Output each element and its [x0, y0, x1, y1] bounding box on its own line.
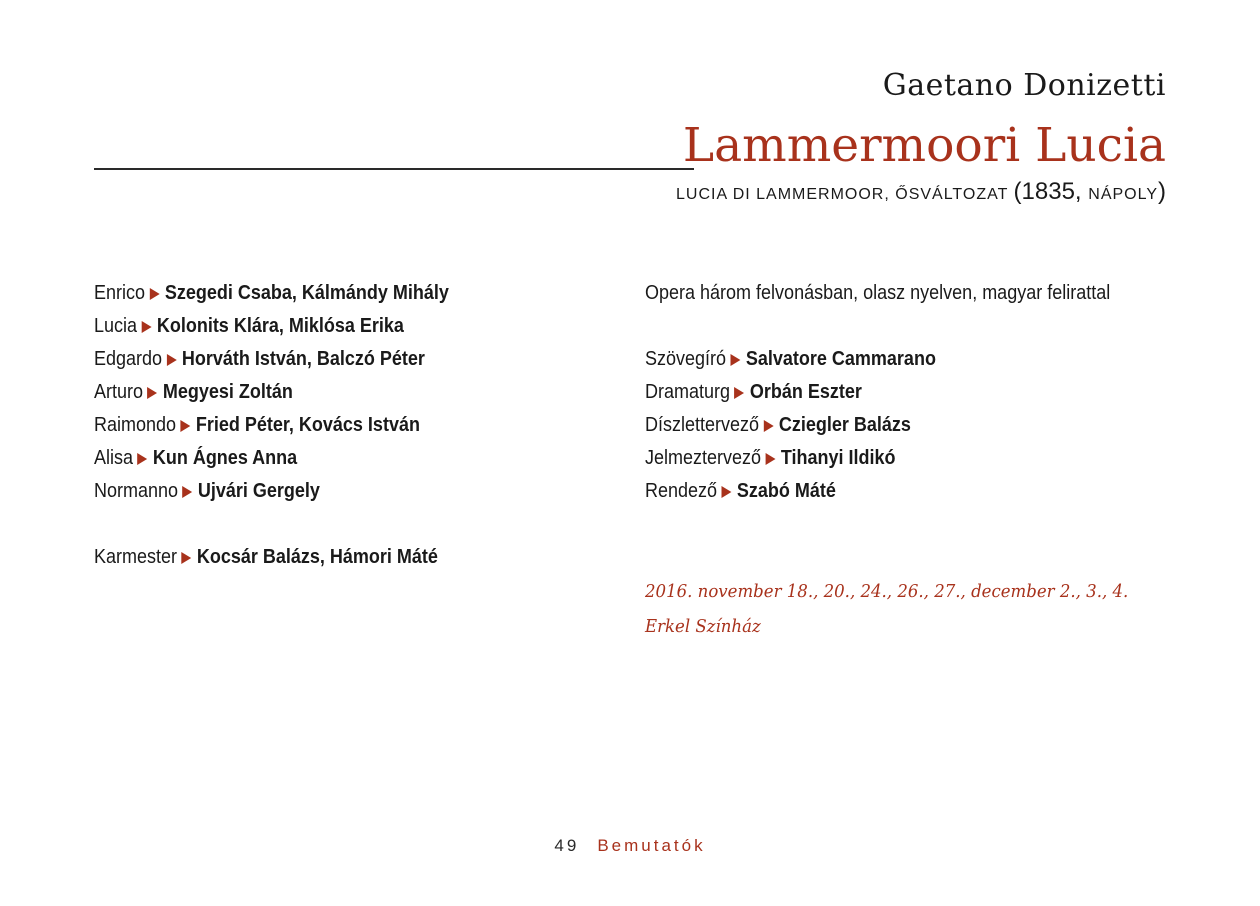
performance-dates: 2016. november 18., 20., 24., 26., 27., december 2., 3., 4. — [645, 581, 1129, 602]
arrow-icon — [167, 354, 177, 366]
cast-row — [94, 475, 449, 508]
opera-title: Lammermoori Lucia — [682, 118, 1166, 173]
composer-name: Gaetano Donizetti — [882, 68, 1166, 103]
credit-names: Tihanyi Ildikó — [780, 447, 896, 469]
arrow-icon — [722, 486, 732, 498]
credit-names: Szabó Máté — [736, 480, 836, 502]
arrow-icon — [183, 486, 193, 498]
arrow-icon — [764, 420, 774, 432]
performer-names: Kocsár Balázs, Hámori Máté — [196, 546, 438, 568]
role-label: Díszlettervező — [645, 414, 760, 436]
arrow-icon — [142, 321, 152, 333]
cast-row — [94, 409, 449, 442]
credit-row — [645, 343, 1118, 376]
performer-names: Kolonits Klára, Miklósa Erika — [156, 315, 404, 337]
performer-names: Horváth István, Balczó Péter — [181, 348, 425, 370]
credit-names: Salvatore Cammarano — [745, 348, 936, 370]
arrow-icon — [182, 552, 192, 564]
role-label: Dramaturg — [645, 381, 731, 403]
credit-row — [645, 409, 1118, 442]
conductor-row — [94, 541, 449, 574]
arrow-icon — [150, 288, 160, 300]
performer-names: Fried Péter, Kovács István — [195, 414, 420, 436]
page-number: 49 — [554, 836, 580, 855]
role-label: Rendező — [645, 480, 718, 502]
production-info — [645, 277, 1170, 644]
title-rule — [94, 168, 694, 170]
arrow-icon — [731, 354, 741, 366]
section-name: Bemutatók — [597, 836, 706, 855]
performer-names: Ujvári Gergely — [197, 480, 320, 502]
performer-names: Szegedi Csaba, Kálmándy Mihály — [164, 282, 449, 304]
role-label: Szövegíró — [645, 348, 727, 370]
cast-row — [94, 343, 449, 376]
performer-names: Megyesi Zoltán — [162, 381, 293, 403]
performer-names: Kun Ágnes Anna — [152, 447, 298, 469]
credit-names: Cziegler Balázs — [778, 414, 911, 436]
role-label: Edgardo — [94, 348, 163, 370]
opera-subtitle — [676, 178, 1166, 206]
performance-venue: Erkel Színház — [645, 616, 761, 637]
role-label: Lucia — [94, 315, 138, 337]
credit-names: Orbán Eszter — [749, 381, 862, 403]
cast-row — [94, 277, 449, 310]
role-label: Alisa — [94, 447, 134, 469]
credit-row — [645, 475, 1118, 508]
role-label: Arturo — [94, 381, 144, 403]
cast-row — [94, 310, 449, 343]
role-label: Enrico — [94, 282, 146, 304]
page-footer — [0, 836, 1260, 856]
subtitle-prefix: LUCIA DI LAMMERMOOR, ŐSVÁLTOZAT — [676, 186, 1014, 203]
cast-row — [94, 442, 449, 475]
arrow-icon — [766, 453, 776, 465]
arrow-icon — [148, 387, 158, 399]
role-label: Normanno — [94, 480, 179, 502]
role-label: Jelmeztervező — [645, 447, 762, 469]
subtitle-close: ) — [1158, 178, 1166, 205]
cast-list — [94, 277, 488, 574]
credit-row — [645, 442, 1118, 475]
arrow-icon — [181, 420, 191, 432]
role-label: Raimondo — [94, 414, 177, 436]
cast-row — [94, 376, 449, 409]
subtitle-year: (1835, — [1013, 178, 1089, 205]
arrow-icon — [138, 453, 148, 465]
credit-row — [645, 376, 1118, 409]
arrow-icon — [735, 387, 745, 399]
role-label: Karmester — [94, 546, 178, 568]
subtitle-place: NÁPOLY — [1088, 186, 1158, 203]
opera-description: Opera három felvonásban, olasz nyelven, magyar felirattal — [645, 282, 1111, 304]
